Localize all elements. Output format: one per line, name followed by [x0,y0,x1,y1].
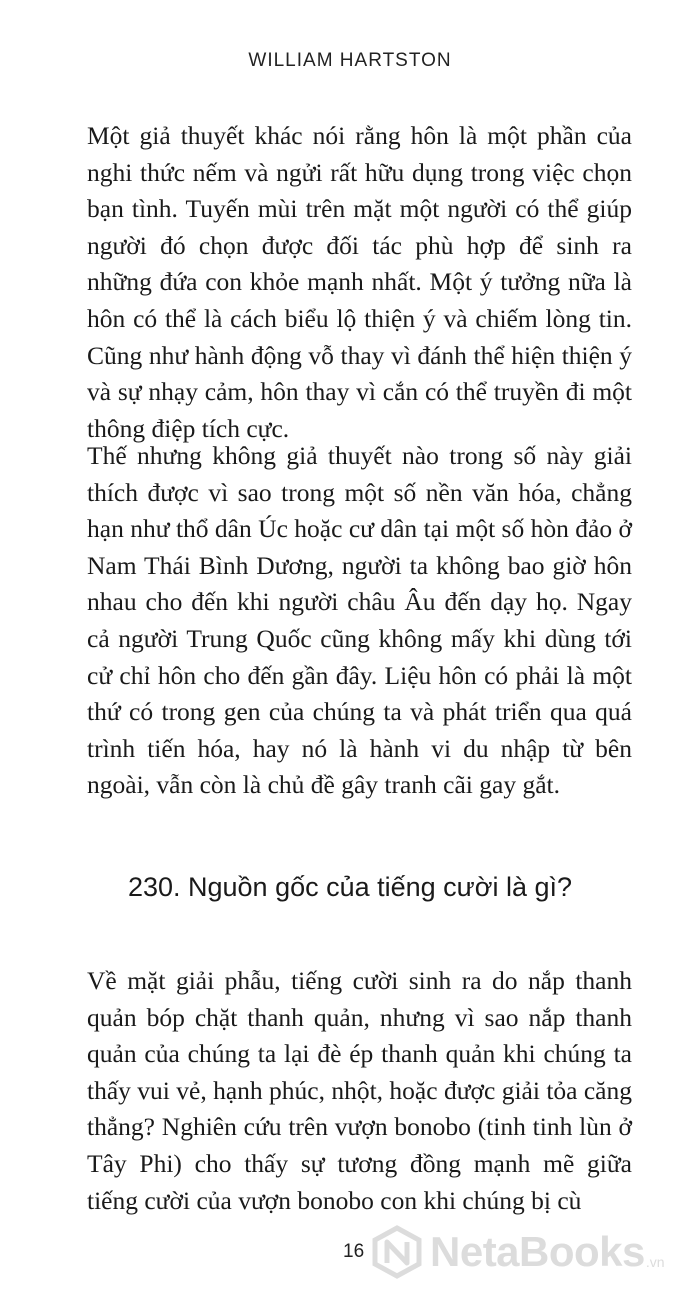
watermark [370,1222,665,1282]
running-head: WILLIAM HARTSTON [248,50,452,71]
body-paragraph: Thế nhưng không giả thuyết nào trong số này giải thích được vì sao trong một số nền văn hóa, chẳng hạn như thổ dân Úc hoặc cư dân tại một số hòn đảo ở Nam Thái Bình Dương, người ta không bao giờ hôn nhau cho đến khi người châu Âu đến dạy họ. Ngay cả người Trung Quốc cũng không mấy khi dùng tới cử chỉ hôn cho đến gần đây. Liệu hôn có phải là một thứ có trong gen của chúng ta và phát triển qua quá trình tiến hóa, hay nó là hành vi du nhập từ bên ngoài, vẫn còn là chủ đề gây tranh cãi gay gắt. [87,441,632,800]
section-title: 230. Nguồn gốc của tiếng cười là gì? [127,872,573,902]
watermark-brand: NetaBooks [430,1228,645,1275]
page-number: 16 [343,1241,365,1262]
body-paragraph: Về mặt giải phẫu, tiếng cười sinh ra do nắp thanh quản bóp chặt thanh quản, nhưng vì sao nắp thanh quản của chúng ta lại đè ép thanh quản khi chúng ta thấy vui vẻ, hạnh phúc, nhột, hoặc được giải tỏa căng thẳng? Nghiên cứu trên vượn bonobo (tinh tinh lùn ở Tây Phi) cho thấy sự tương đồng mạnh mẽ giữa tiếng cười của vượn bonobo con khi chúng bị cù [87,966,632,1215]
netabooks-logo-icon [370,1225,424,1279]
watermark-suffix: .vn [645,1254,665,1270]
body-paragraph: Một giả thuyết khác nói rằng hôn là một phần của nghi thức nếm và ngửi rất hữu dụng trong việc chọn bạn tình. Tuyến mùi trên mặt một người có thể giúp người đó chọn được đối tác phù hợp để sinh ra những đứa con khỏe mạnh nhất. Một ý tưởng nữa là hôn có thể là cách biểu lộ thiện ý và chiếm lòng tin. Cũng như hành động vỗ thay vì đánh thể hiện thiện ý và sự nhạy cảm, hôn thay vì cắn có thể truyền đi một thông điệp tích cực. [87,121,632,443]
